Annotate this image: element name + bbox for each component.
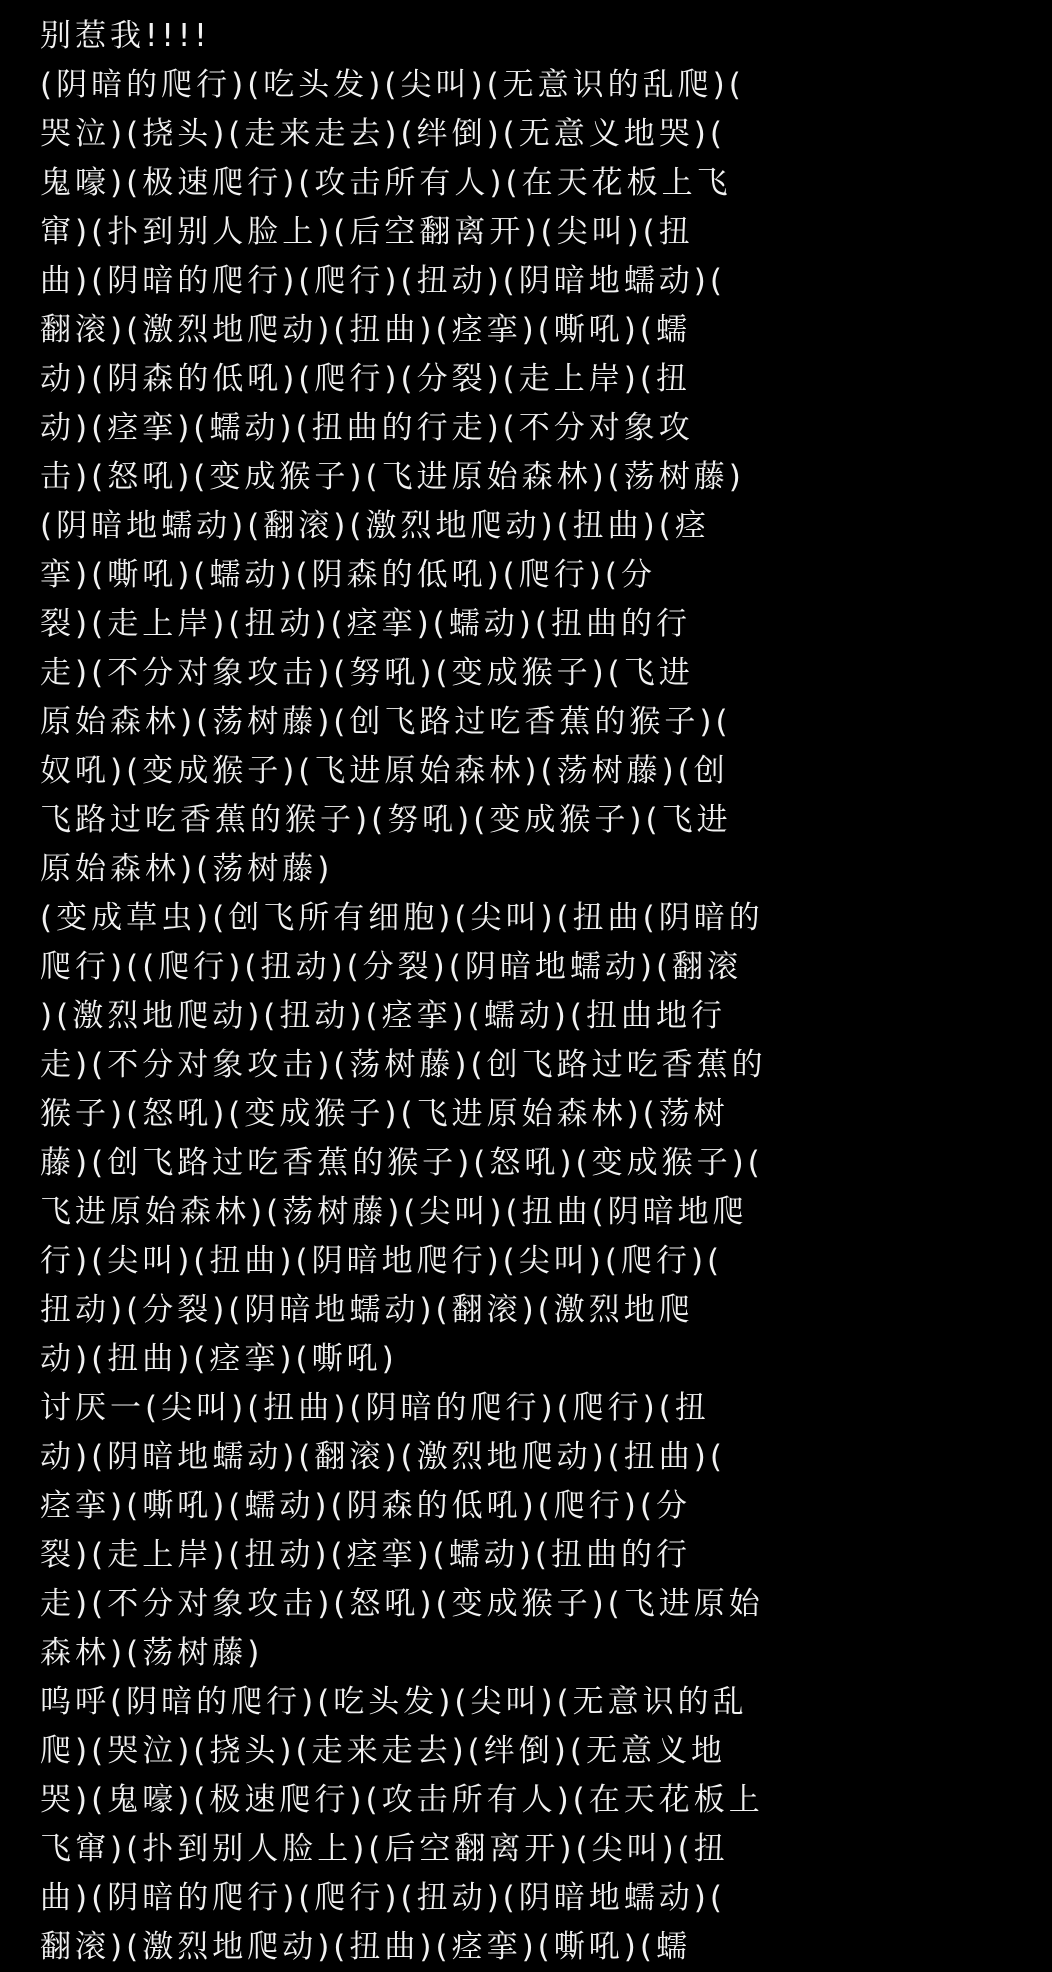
text-line: 爬行)((爬行)(扭动)(分裂)(阴暗地蠕动)(翻滚 xyxy=(40,949,743,985)
text-line: 痉挛)(嘶吼)(蠕动)(阴森的低吼)(爬行)(分 xyxy=(40,1488,691,1524)
text-line: (阴暗地蠕动)(翻滚)(激烈地爬动)(扭曲)(痉 xyxy=(40,508,710,544)
text-line: 原始森林)(荡树藤) xyxy=(40,851,334,887)
text-line: 走)(不分对象攻击)(怒吼)(变成猴子)(飞进原始 xyxy=(40,1586,764,1622)
text-line: 动)(阴暗地蠕动)(翻滚)(激烈地爬动)(扭曲)( xyxy=(40,1439,726,1475)
text-line: 曲)(阴暗的爬行)(爬行)(扭动)(阴暗地蠕动)( xyxy=(40,263,726,299)
text-line: 走)(不分对象攻击)(努吼)(变成猴子)(飞进 xyxy=(40,655,694,691)
text-line: 走)(不分对象攻击)(荡树藤)(创飞路过吃香蕉的 xyxy=(40,1047,767,1083)
text-line: 裂)(走上岸)(扭动)(痉挛)(蠕动)(扭曲的行 xyxy=(40,1537,691,1573)
text-line: 哭泣)(挠头)(走来走去)(绊倒)(无意义地哭)( xyxy=(40,116,726,152)
text-line: 藤)(创飞路过吃香蕉的猴子)(怒吼)(变成猴子)( xyxy=(40,1145,764,1181)
text-line: 行)(尖叫)(扭曲)(阴暗地爬行)(尖叫)(爬行)( xyxy=(40,1243,724,1279)
text-line: 翻滚)(激烈地爬动)(扭曲)(痉挛)(嘶吼)(蠕 xyxy=(40,1929,691,1965)
text-line: 击)(怒吼)(变成猴子)(飞进原始森林)(荡树藤) xyxy=(40,459,745,495)
text-line: 原始森林)(荡树藤)(创飞路过吃香蕉的猴子)( xyxy=(40,704,732,740)
text-line: 呜呼(阴暗的爬行)(吃头发)(尖叫)(无意识的乱 xyxy=(40,1684,748,1720)
text-line: 奴吼)(变成猴子)(飞进原始森林)(荡树藤)(创 xyxy=(40,753,729,789)
text-line: 动)(阴森的低吼)(爬行)(分裂)(走上岸)(扭 xyxy=(40,361,691,397)
text-line: 动)(痉挛)(蠕动)(扭曲的行走)(不分对象攻 xyxy=(40,410,694,446)
text-line: 哭)(鬼嚎)(极速爬行)(攻击所有人)(在天花板上 xyxy=(40,1782,764,1818)
text-line: 动)(扭曲)(痉挛)(嘶吼) xyxy=(40,1341,398,1377)
text-line: 翻滚)(激烈地爬动)(扭曲)(痉挛)(嘶吼)(蠕 xyxy=(40,312,691,348)
text-line: 窜)(扑到别人脸上)(后空翻离开)(尖叫)(扭 xyxy=(40,214,694,250)
text-line: 飞窜)(扑到别人脸上)(后空翻离开)(尖叫)(扭 xyxy=(40,1831,729,1867)
text-line: )(激烈地爬动)(扭动)(痉挛)(蠕动)(扭曲地行 xyxy=(40,998,726,1034)
text-line: 森林)(荡树藤) xyxy=(40,1635,264,1671)
text-line: 爬)(哭泣)(挠头)(走来走去)(绊倒)(无意义地 xyxy=(40,1733,726,1769)
text-line: (阴暗的爬行)(吃头发)(尖叫)(无意识的乱爬)( xyxy=(40,67,745,103)
text-line: 猴子)(怒吼)(变成猴子)(飞进原始森林)(荡树 xyxy=(40,1096,729,1132)
text-line: 飞路过吃香蕉的猴子)(努吼)(变成猴子)(飞进 xyxy=(40,802,732,838)
text-line: 鬼嚎)(极速爬行)(攻击所有人)(在天花板上飞 xyxy=(40,165,732,201)
text-line: 讨厌一(尖叫)(扭曲)(阴暗的爬行)(爬行)(扭 xyxy=(40,1390,710,1426)
text-line: (变成草虫)(创飞所有细胞)(尖叫)(扭曲(阴暗的 xyxy=(40,900,764,936)
text-line: 曲)(阴暗的爬行)(爬行)(扭动)(阴暗地蠕动)( xyxy=(40,1880,726,1916)
text-line: 裂)(走上岸)(扭动)(痉挛)(蠕动)(扭曲的行 xyxy=(40,606,691,642)
text-line: 别惹我!!!! xyxy=(40,18,211,54)
text-line: 飞进原始森林)(荡树藤)(尖叫)(扭曲(阴暗地爬 xyxy=(40,1194,748,1230)
text-line: 扭动)(分裂)(阴暗地蠕动)(翻滚)(激烈地爬 xyxy=(40,1292,694,1328)
text-line: 挛)(嘶吼)(蠕动)(阴森的低吼)(爬行)(分 xyxy=(40,557,656,593)
